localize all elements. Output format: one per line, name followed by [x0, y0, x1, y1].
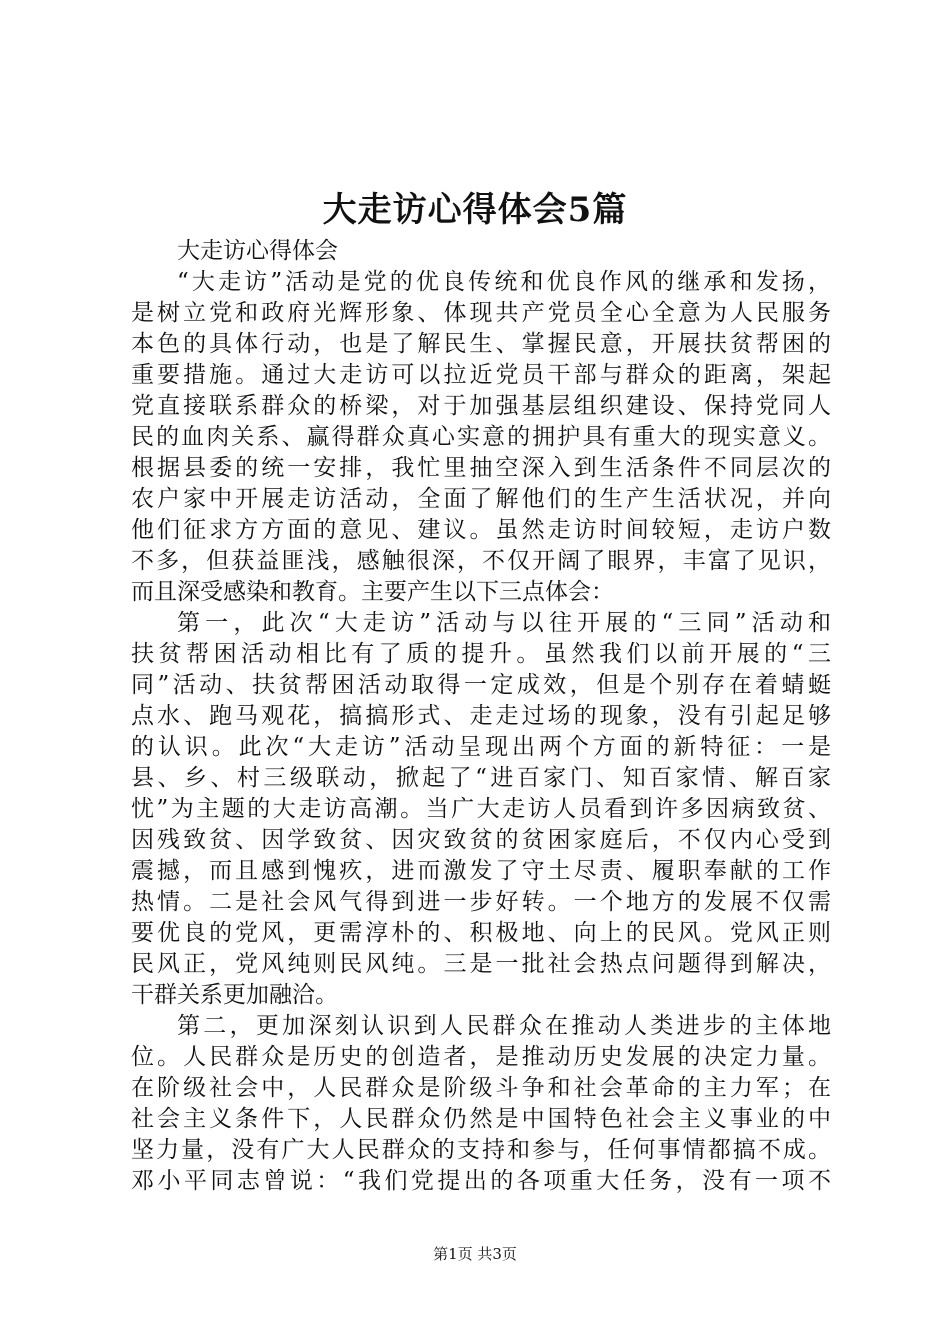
paragraph-line: 不多，但获益匪浅，感触很深，不仅开阔了眼界，丰富了见识，	[131, 548, 831, 574]
paragraph-line: 本色的具体行动，也是了解民生、掌握民意，开展扶贫帮困的	[131, 331, 831, 357]
paragraph-line: 重要措施。通过大走访可以拉近党员干部与群众的距离，架起	[131, 362, 831, 388]
paragraph-line: 震撼，而且感到愧疚，进而激发了守土尽责、履职奉献的工作	[131, 858, 831, 884]
paragraph-line: 根据县委的统一安排，我忙里抽空深入到生活条件不同层次的	[131, 455, 831, 481]
document-body	[131, 236, 831, 1197]
paragraph-line: 热情。二是社会风气得到进一步好转。一个地方的发展不仅需	[131, 889, 831, 915]
paragraph-line: 坚力量，没有广大人民群众的支持和参与，任何事情都搞不成。	[131, 1137, 831, 1163]
paragraph-line: 在阶级社会中，人民群众是阶级斗争和社会革命的主力军；在	[131, 1075, 831, 1101]
paragraph-line: 而且深受感染和教育。主要产生以下三点体会：	[131, 579, 614, 605]
paragraph-line: 社会主义条件下，人民群众仍然是中国特色社会主义事业的中	[131, 1106, 831, 1132]
paragraph-line: 党直接联系群众的桥梁，对于加强基层组织建设、保持党同人	[131, 393, 831, 419]
paragraph-line: 民风正，党风纯则民风纯。三是一批社会热点问题得到解决，	[131, 951, 831, 977]
paragraph-line: 要优良的党风，更需淳朴的、积极地、向上的民风。党风正则	[131, 920, 831, 946]
paragraph-line: 点水、跑马观花，搞搞形式、走走过场的现象，没有引起足够	[131, 703, 831, 729]
section-heading: 大走访心得体会	[177, 238, 338, 264]
paragraph-line: 第一，此次“大走访”活动与以往开展的“三同”活动和	[177, 610, 831, 636]
paragraph-line: 邓小平同志曾说：“我们党提出的各项重大任务，没有一项不	[131, 1168, 831, 1194]
paragraph-line: 干群关系更加融洽。	[131, 982, 338, 1008]
paragraph-line: 农户家中开展走访活动，全面了解他们的生产生活状况，并向	[131, 486, 831, 512]
paragraph-line: 同”活动、扶贫帮困活动取得一定成效，但是个别存在着蜻蜓	[131, 672, 831, 698]
paragraph-line: 因残致贫、因学致贫、因灾致贫的贫困家庭后，不仅内心受到	[131, 827, 831, 853]
paragraph-line: 民的血肉关系、赢得群众真心实意的拥护具有重大的现实意义。	[131, 424, 831, 450]
document-title: 大走访心得体会5篇	[322, 190, 628, 230]
paragraph-line: 第二，更加深刻认识到人民群众在推动人类进步的主体地	[177, 1013, 831, 1039]
paragraph-line: 忧”为主题的大走访高潮。当广大走访人员看到许多因病致贫、	[131, 796, 831, 822]
paragraph-line: 位。人民群众是历史的创造者，是推动历史发展的决定力量。	[131, 1044, 831, 1070]
paragraph-line: 是树立党和政府光辉形象、体现共产党员全心全意为人民服务	[131, 300, 831, 326]
page-number-footer: 第1页 共3页	[433, 1245, 517, 1263]
paragraph-line: 县、乡、村三级联动，掀起了“进百家门、知百家情、解百家	[131, 765, 831, 791]
paragraph-line: 他们征求方方面的意见、建议。虽然走访时间较短，走访户数	[131, 517, 831, 543]
paragraph-line: “大走访”活动是党的优良传统和优良作风的继承和发扬，	[177, 269, 831, 295]
paragraph-line: 的认识。此次“大走访”活动呈现出两个方面的新特征：一是	[131, 734, 831, 760]
paragraph-line: 扶贫帮困活动相比有了质的提升。虽然我们以前开展的“三	[131, 641, 831, 667]
